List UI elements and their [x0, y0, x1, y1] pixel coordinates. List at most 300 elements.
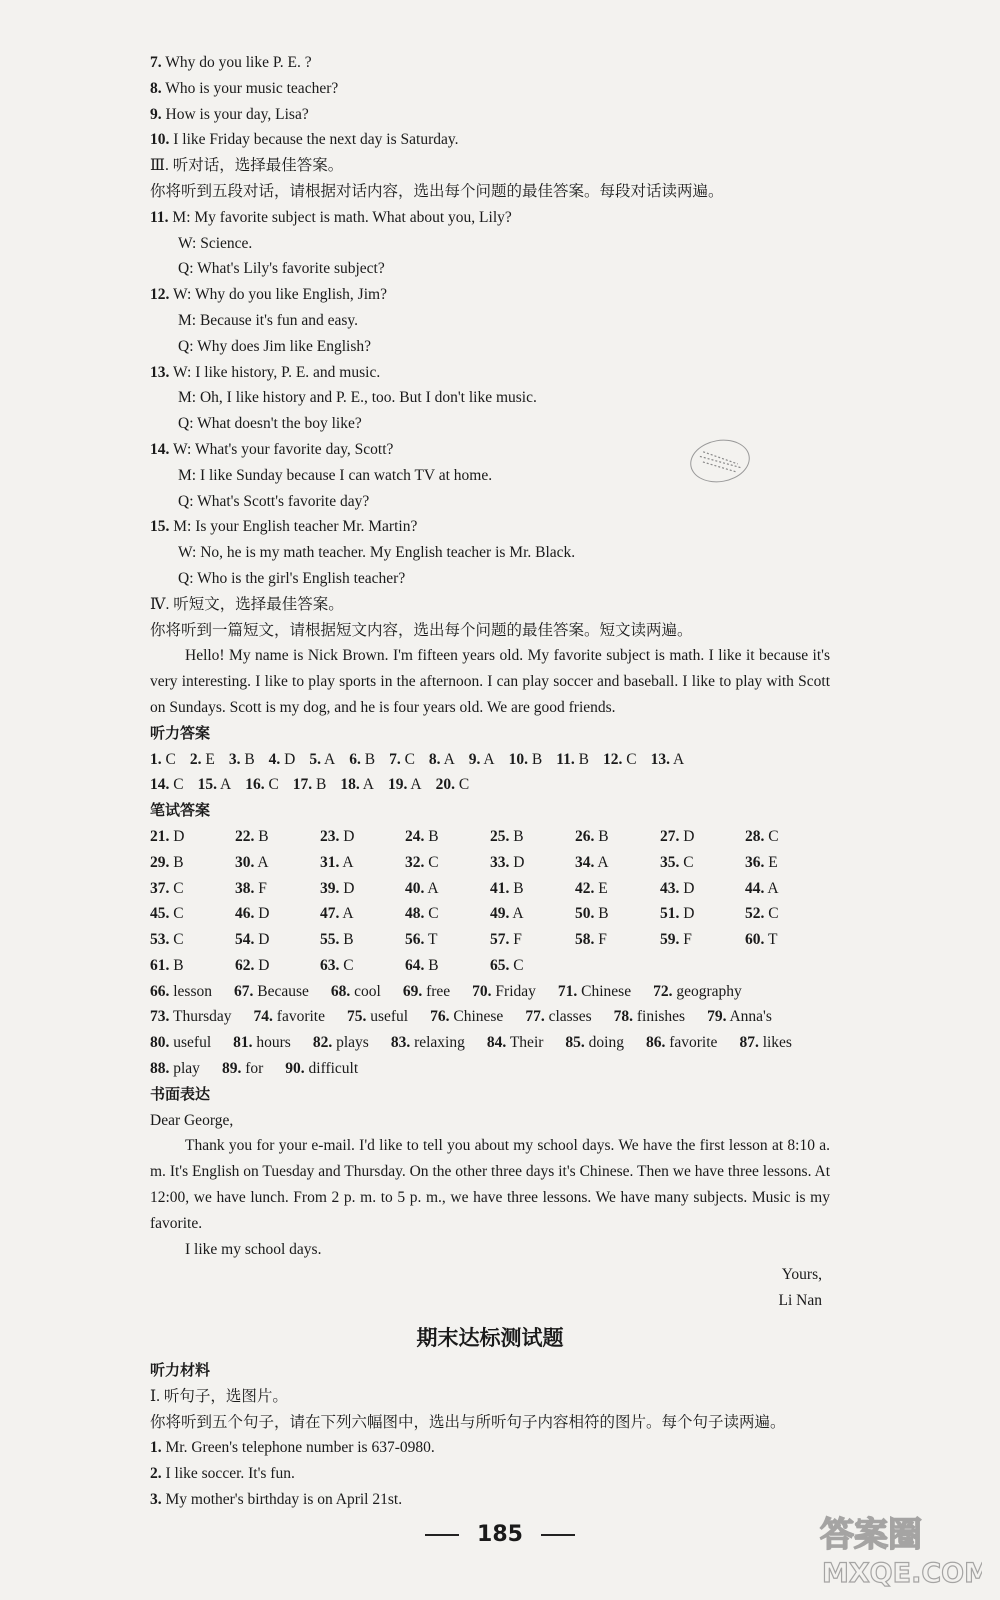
answer-value: A [342, 905, 354, 923]
answer-number: 52. [745, 905, 765, 923]
answer-value: A [483, 750, 495, 768]
sentence-number: 1. [150, 1439, 162, 1457]
answer-number: 74. [253, 1008, 273, 1026]
answer-value: D [284, 750, 296, 768]
letter-closing-line: I like my school days. [185, 1240, 322, 1258]
answer-value: D [173, 827, 185, 845]
answer-item [235, 824, 306, 850]
answer-item [235, 953, 306, 979]
answer-item [320, 876, 391, 902]
answer-item [150, 927, 221, 953]
answer-item [198, 772, 232, 798]
answer-number: 59. [660, 931, 680, 949]
dialogue-line [150, 231, 830, 257]
answer-number: 18. [340, 776, 360, 794]
page-number-text: 185 [477, 1522, 523, 1547]
item-text: How is your day, Lisa? [161, 105, 309, 123]
answer-item [320, 901, 391, 927]
answer-number: 5. [309, 750, 321, 768]
answer-number: 8. [428, 750, 441, 768]
answer-item [405, 824, 476, 850]
dialogue-line [150, 334, 830, 360]
final-part1-heading: Ⅰ. 听句子，选图片。 [150, 1387, 288, 1405]
answer-item [707, 1004, 772, 1030]
answer-number: 61. [150, 956, 170, 974]
answer-number: 53. [150, 931, 170, 949]
answer-number: 63. [320, 956, 340, 974]
answer-item [653, 979, 742, 1005]
answer-value: A [410, 776, 422, 794]
answer-item [150, 876, 221, 902]
answer-value: C [173, 905, 184, 923]
answer-value: Thursday [172, 1008, 232, 1026]
answer-number: 12. [602, 750, 623, 768]
answer-number: 16. [245, 776, 265, 794]
answer-item [150, 824, 221, 850]
answer-number: 43. [660, 879, 680, 897]
dialogue-text: Q: What's Scott's favorite day? [178, 492, 370, 510]
answer-value: favorite [276, 1008, 325, 1026]
answer-number: 56. [405, 931, 425, 949]
answer-value: D [343, 827, 355, 845]
answer-number: 87. [739, 1034, 759, 1052]
answer-item [320, 824, 391, 850]
dialogue-text: M: Oh, I like history and P. E., too. But I don't like music. [178, 389, 537, 407]
answer-value: C [458, 776, 470, 794]
answer-number: 45. [150, 905, 170, 923]
answer-item [269, 747, 296, 773]
answer-item [429, 747, 455, 773]
answer-value: A [672, 750, 685, 768]
listening-lines [150, 50, 830, 153]
answer-item [490, 876, 561, 902]
answer-value: relaxing [414, 1034, 465, 1052]
answer-number: 31. [320, 853, 340, 871]
letter-signature: Li Nan [778, 1292, 822, 1310]
sentence-number: 3. [150, 1491, 162, 1509]
letter-body: Thank you for your e-mail. I'd like to tell you about my school days. We have the first lesson at 8:10 a. m. It's English on Tuesday and Thursday. On the other three days it's Chinese. Then we have three lessons. At 12:00, we have lunch. From 2 p. m. to 5 p. m., we have three lessons. We have many subjects. Music is my favorite. [150, 1137, 830, 1232]
answer-item [575, 901, 646, 927]
listening-line [150, 102, 830, 128]
answer-number: 51. [660, 905, 680, 923]
written-answers-grid [150, 824, 830, 979]
answer-item [235, 927, 306, 953]
answer-number: 2. [189, 750, 202, 768]
answer-value: F [598, 931, 607, 949]
final-sentences [150, 1435, 830, 1512]
dialogue-number: 12. [150, 286, 170, 304]
final-test-subheading: 听力材料 [150, 1361, 211, 1380]
answer-number: 38. [235, 879, 255, 897]
answer-item [745, 927, 816, 953]
answer-value: D [258, 956, 270, 974]
answer-value: D [683, 827, 695, 845]
answer-number: 30. [235, 853, 255, 871]
dialogue-number: 14. [150, 440, 170, 458]
answer-number: 83. [390, 1034, 411, 1052]
answer-number: 67. [234, 982, 254, 1000]
answer-value: B [428, 956, 439, 974]
answer-item [490, 953, 561, 979]
sentence-text: I like soccer. It's fun. [161, 1465, 295, 1483]
answer-value: B [173, 853, 184, 871]
answer-value: B [578, 750, 589, 768]
answer-value: A [362, 776, 374, 794]
answer-value: B [343, 931, 354, 949]
answer-number: 88. [150, 1060, 170, 1078]
dialogue-line [150, 282, 830, 308]
answer-item [234, 979, 309, 1005]
answer-item [254, 1004, 325, 1030]
answer-value: D [683, 879, 695, 897]
answer-number: 55. [320, 931, 340, 949]
answer-item [660, 824, 731, 850]
item-number: 7. [150, 54, 162, 71]
answer-number: 11. [556, 750, 575, 768]
answer-number: 79. [707, 1008, 727, 1026]
answer-number: 20. [435, 776, 455, 794]
answer-value: D [258, 931, 270, 949]
dialogue-text: Q: Who is the girl's English teacher? [178, 569, 406, 587]
answer-value: D [513, 853, 525, 871]
answer-value: C [343, 956, 354, 974]
answer-number: 90. [285, 1060, 305, 1078]
dialogue-text: W: What's your favorite day, Scott? [172, 440, 394, 458]
answer-item [388, 772, 422, 798]
answer-value: T [427, 931, 438, 949]
answer-item [660, 927, 731, 953]
answer-item [320, 850, 391, 876]
answer-value: favorite [669, 1034, 718, 1052]
answer-number: 80. [150, 1034, 170, 1052]
answer-number: 75. [346, 1008, 367, 1026]
dialogue-text: M: My favorite subject is math. What about you, Lily? [172, 208, 512, 226]
answer-item [660, 876, 731, 902]
dialogue-text: M: Is your English teacher Mr. Martin? [173, 518, 418, 536]
dialogue-line [150, 385, 830, 411]
answer-number: 49. [490, 905, 510, 923]
answer-value: C [173, 776, 184, 794]
dialogue-text: W: Science. [178, 234, 253, 252]
answer-value: D [258, 905, 270, 923]
answer-number: 68. [330, 982, 351, 1000]
item-number: 9. [150, 105, 162, 123]
answer-number: 9. [468, 750, 481, 768]
answer-number: 28. [745, 827, 765, 845]
answer-value: Their [509, 1034, 544, 1052]
answer-item [349, 747, 375, 773]
document-page [150, 50, 830, 1513]
answer-value: B [513, 879, 524, 897]
listening-line [150, 127, 830, 153]
answer-item [235, 901, 306, 927]
answer-number: 39. [320, 879, 340, 897]
dialogue-line [150, 256, 830, 282]
answer-number: 57. [490, 931, 510, 949]
page-dash-right [541, 1534, 575, 1536]
listening-line [150, 76, 830, 102]
answer-value: F [683, 931, 692, 949]
answer-value: useful [173, 1034, 212, 1052]
answer-item [575, 876, 646, 902]
answer-number: 32. [405, 853, 425, 871]
answer-number: 78. [613, 1008, 633, 1026]
answer-number: 13. [650, 750, 670, 768]
answer-number: 48. [405, 905, 425, 923]
answer-value: likes [762, 1034, 792, 1052]
answer-item [509, 747, 543, 773]
answer-number: 24. [405, 827, 425, 845]
answer-number: 72. [653, 982, 673, 1000]
answer-value: F [513, 931, 522, 949]
letter-greeting: Dear George, [150, 1111, 234, 1129]
answer-value: Chinese [581, 982, 632, 1000]
answer-item [739, 1030, 792, 1056]
answer-value: Because [257, 982, 309, 1000]
answer-item [233, 1030, 291, 1056]
answer-item [150, 772, 184, 798]
answer-number: 65. [490, 956, 510, 974]
writing-heading: 书面表达 [150, 1084, 211, 1103]
answer-value: T [767, 931, 778, 949]
answer-item [405, 927, 476, 953]
answer-value: C [404, 750, 415, 768]
answer-value: play [173, 1060, 200, 1078]
sentence-number: 2. [150, 1465, 162, 1483]
answer-value: Anna's [729, 1008, 772, 1026]
answer-item [313, 1030, 369, 1056]
answer-item [229, 747, 255, 773]
item-text: I like Friday because the next day is Saturday. [169, 131, 459, 149]
dialogue-text: W: Why do you like English, Jim? [172, 286, 387, 304]
answer-number: 27. [660, 827, 680, 845]
section3-heading: Ⅲ. 听对话，选择最佳答案。 [150, 157, 344, 175]
answer-number: 86. [645, 1034, 666, 1052]
answer-number: 23. [320, 827, 340, 845]
answer-item [389, 747, 415, 773]
answer-value: A [427, 879, 439, 897]
answer-item [331, 979, 381, 1005]
dialogue-line [150, 360, 830, 386]
answer-number: 47. [320, 905, 340, 923]
answer-item [235, 876, 306, 902]
answer-value: B [598, 905, 609, 923]
answer-item [490, 850, 561, 876]
answer-number: 44. [745, 879, 765, 897]
final-sentence [150, 1461, 830, 1487]
answer-item [340, 772, 374, 798]
answer-value: D [343, 879, 355, 897]
answer-value: for [245, 1060, 264, 1078]
answer-number: 37. [150, 879, 170, 897]
written-answers-words [150, 979, 830, 1082]
answer-item [490, 824, 561, 850]
answer-number: 34. [575, 853, 595, 871]
answer-item [405, 901, 476, 927]
answer-number: 17. [292, 776, 313, 794]
answer-item [391, 1030, 465, 1056]
answer-number: 15. [197, 776, 217, 794]
dialogue-text: M: Because it's fun and easy. [178, 311, 358, 329]
answer-value: E [598, 879, 608, 897]
answer-item [745, 824, 816, 850]
answer-number: 10. [508, 750, 528, 768]
answer-value: useful [370, 1008, 409, 1026]
answer-item [575, 927, 646, 953]
sentence-text: Mr. Green's telephone number is 637-0980. [161, 1439, 435, 1457]
answer-number: 33. [490, 853, 510, 871]
answer-value: A [597, 853, 609, 871]
dialogue-text: W: I like history, P. E. and music. [172, 363, 381, 381]
answer-item [525, 1004, 591, 1030]
answer-number: 62. [235, 956, 255, 974]
answer-number: 1. [150, 750, 162, 768]
answer-value: A [257, 853, 269, 871]
answer-number: 58. [575, 931, 595, 949]
answer-value: A [324, 750, 336, 768]
answer-number: 50. [575, 905, 595, 923]
answer-value: Friday [495, 982, 536, 1000]
answer-item [320, 927, 391, 953]
answer-number: 69. [402, 982, 423, 1000]
answer-item [660, 901, 731, 927]
answer-item [320, 953, 391, 979]
answer-item [150, 979, 212, 1005]
answer-number: 89. [221, 1060, 242, 1078]
dialogue-text: Q: Why does Jim like English? [178, 337, 372, 355]
answer-number: 36. [745, 853, 765, 871]
sentence-text: My mother's birthday is on April 21st. [161, 1491, 403, 1509]
written-answers-heading: 笔试答案 [150, 801, 211, 820]
answer-item [558, 979, 631, 1005]
answer-number: 25. [490, 827, 510, 845]
answer-value: hours [256, 1034, 291, 1052]
answer-number: 26. [575, 827, 595, 845]
dialogue-number: 13. [150, 363, 170, 381]
answer-item [745, 850, 816, 876]
item-number: 8. [150, 79, 162, 97]
answer-number: 14. [150, 776, 170, 794]
answer-value: A [443, 750, 455, 768]
dialogue-line [150, 205, 830, 231]
page-dash-left [425, 1534, 459, 1536]
answer-value: F [258, 879, 267, 897]
answer-value: A [512, 905, 524, 923]
answer-item [651, 747, 685, 773]
answer-value: B [428, 827, 439, 845]
answer-item [430, 1004, 503, 1030]
final-part1-instruction: 你将听到五个句子，请在下列六幅图中，选出与所听句子内容相符的图片。每个句子读两遍。 [150, 1413, 786, 1431]
answer-value: C [768, 905, 779, 923]
answer-item [245, 772, 279, 798]
answer-number: 19. [388, 776, 408, 794]
answer-item [403, 979, 450, 1005]
final-test-title: 期末达标测试题 [416, 1325, 564, 1351]
item-text: Why do you like P. E. ? [161, 54, 312, 71]
dialogue-line [150, 566, 830, 592]
dialogue-line [150, 540, 830, 566]
dialogue-number: 11. [150, 208, 169, 226]
answer-item [150, 901, 221, 927]
answer-value: D [683, 905, 695, 923]
answer-value: B [598, 827, 609, 845]
answer-value: C [173, 879, 184, 897]
answer-item [490, 901, 561, 927]
answer-item [603, 747, 637, 773]
answer-item [646, 1030, 717, 1056]
answer-value: B [513, 827, 524, 845]
dialogues [150, 205, 830, 592]
answer-value: E [205, 750, 215, 768]
answer-item [293, 772, 327, 798]
listening-answers-heading: 听力答案 [150, 723, 211, 742]
item-number: 10. [150, 131, 170, 149]
answer-value: doing [588, 1034, 624, 1052]
answer-value: free [426, 982, 451, 1000]
answer-value: C [683, 853, 694, 871]
answer-value: finishes [636, 1008, 686, 1026]
section4-heading: Ⅳ. 听短文，选择最佳答案。 [150, 595, 344, 613]
answer-value: B [244, 750, 255, 768]
answer-value: C [428, 905, 439, 923]
section3-instruction: 你将听到五段对话，请根据对话内容，选出每个问题的最佳答案。每段对话读两遍。 [150, 182, 724, 200]
answer-number: 3. [228, 750, 241, 768]
answer-number: 82. [312, 1034, 333, 1052]
answer-item [150, 953, 221, 979]
answer-number: 21. [150, 827, 170, 845]
answer-value: plays [336, 1034, 369, 1052]
answer-item [436, 772, 470, 798]
answer-item [150, 1004, 232, 1030]
answer-value: geography [676, 982, 742, 1000]
answer-value: A [767, 879, 779, 897]
answer-value: B [316, 776, 327, 794]
answer-number: 60. [745, 931, 765, 949]
answer-item [150, 850, 221, 876]
answer-item [614, 1004, 685, 1030]
answer-number: 4. [268, 750, 281, 768]
answer-value: difficult [308, 1060, 359, 1078]
answer-item [565, 1030, 624, 1056]
answer-number: 64. [405, 956, 425, 974]
dialogue-line [150, 308, 830, 334]
answer-number: 41. [490, 879, 510, 897]
answer-item [150, 1056, 200, 1082]
answer-item [745, 901, 816, 927]
dialogue-text: W: No, he is my math teacher. My English teacher is Mr. Black. [178, 544, 576, 562]
answer-item [150, 1030, 211, 1056]
letter-signoff: Yours, [781, 1266, 822, 1284]
answer-value: B [364, 750, 376, 768]
passage: Hello! My name is Nick Brown. I'm fifteen years old. My favorite subject is math. I like it because it's very interesting. I like to play sports in the afternoon. I can play soccer and baseball. I like to play with Scott on Sundays. Scott is my dog, and he is four years old. We are good friends. [150, 647, 830, 716]
answer-number: 73. [150, 1008, 170, 1026]
answer-number: 46. [235, 905, 255, 923]
dialogue-text: M: I like Sunday because I can watch TV at home. [178, 466, 493, 484]
listening-answers-row [150, 747, 830, 773]
answer-number: 76. [430, 1008, 450, 1026]
dialogue-line [150, 411, 830, 437]
answer-number: 22. [235, 827, 255, 845]
answer-item [222, 1056, 263, 1082]
answer-item [469, 747, 495, 773]
answer-value: C [513, 956, 524, 974]
answer-item [405, 850, 476, 876]
answer-item [405, 953, 476, 979]
answer-item [575, 850, 646, 876]
item-text: Who is your music teacher? [161, 79, 339, 97]
answer-number: 85. [565, 1034, 585, 1052]
answer-number: 70. [472, 982, 492, 1000]
